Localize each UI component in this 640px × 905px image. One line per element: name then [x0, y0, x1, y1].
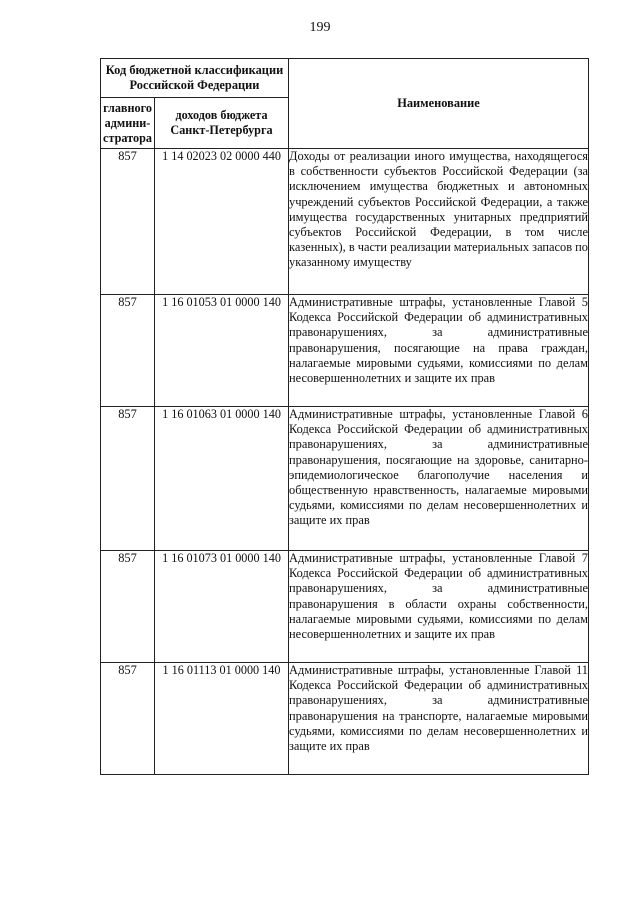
administrator-code: 857: [101, 663, 155, 775]
table-row: [101, 551, 589, 663]
income-code: 1 14 02023 02 0000 440: [155, 149, 289, 295]
administrator-code: 857: [101, 407, 155, 551]
income-name: Административные штрафы, установленные Главой 5 Кодекса Российской Федерации об административных правонарушениях, за административные правонарушения, посягающие на права граждан, налагаемые мировыми судьями, комиссиями по делам несовершеннолетних и защите их прав: [289, 295, 589, 407]
header-budget-income: доходов бюджета Санкт-Петербурга: [155, 98, 289, 149]
budget-classification-table: [100, 58, 589, 775]
administrator-code: 857: [101, 551, 155, 663]
income-code: 1 16 01063 01 0000 140: [155, 407, 289, 551]
header-name: Наименование: [289, 59, 589, 149]
table-row: [101, 295, 589, 407]
income-name: Административные штрафы, установленные Главой 7 Кодекса Российской Федерации об административных правонарушениях, за административные правонарушения в области охраны собственности, налагаемые мировыми судьями, комиссиями по делам несовершеннолетних и защите их прав: [289, 551, 589, 663]
page-number: 199: [309, 20, 331, 35]
income-code: 1 16 01073 01 0000 140: [155, 551, 289, 663]
income-code: 1 16 01053 01 0000 140: [155, 295, 289, 407]
income-name: Доходы от реализации иного имущества, находящегося в собственности субъектов Российской Федерации (за исключением имущества бюджетных и автономных учреждений субъектов Российской Федерации, а также имущества государственных унитарных предприятий субъектов Российской Федерации, в том числе казенных), в части реализации материальных запасов по указанному имуществу: [289, 149, 589, 295]
table-row: [101, 663, 589, 775]
header-budget-classification-code: Код бюджетной классификации Российской Федерации: [101, 59, 289, 98]
table-row: [101, 149, 589, 295]
income-name: Административные штрафы, установленные Главой 6 Кодекса Российской Федерации об административных правонарушениях, за административные правонарушения, посягающие на здоровье, санитарно-эпидемиологическое благополучие населения и общественную нравственность, налагаемые мировыми судьями, комиссиями по делам несовершеннолетних и защите их прав: [289, 407, 589, 551]
administrator-code: 857: [101, 295, 155, 407]
header-main-administrator: главного админи-стратора: [101, 98, 155, 149]
income-name: Административные штрафы, установленные Главой 11 Кодекса Российской Федерации об административных правонарушениях, за административные правонарушения на транспорте, налагаемые мировыми судьями, комиссиями по делам несовершеннолетних и защите их прав: [289, 663, 589, 775]
table-row: [101, 407, 589, 551]
income-code: 1 16 01113 01 0000 140: [155, 663, 289, 775]
administrator-code: 857: [101, 149, 155, 295]
